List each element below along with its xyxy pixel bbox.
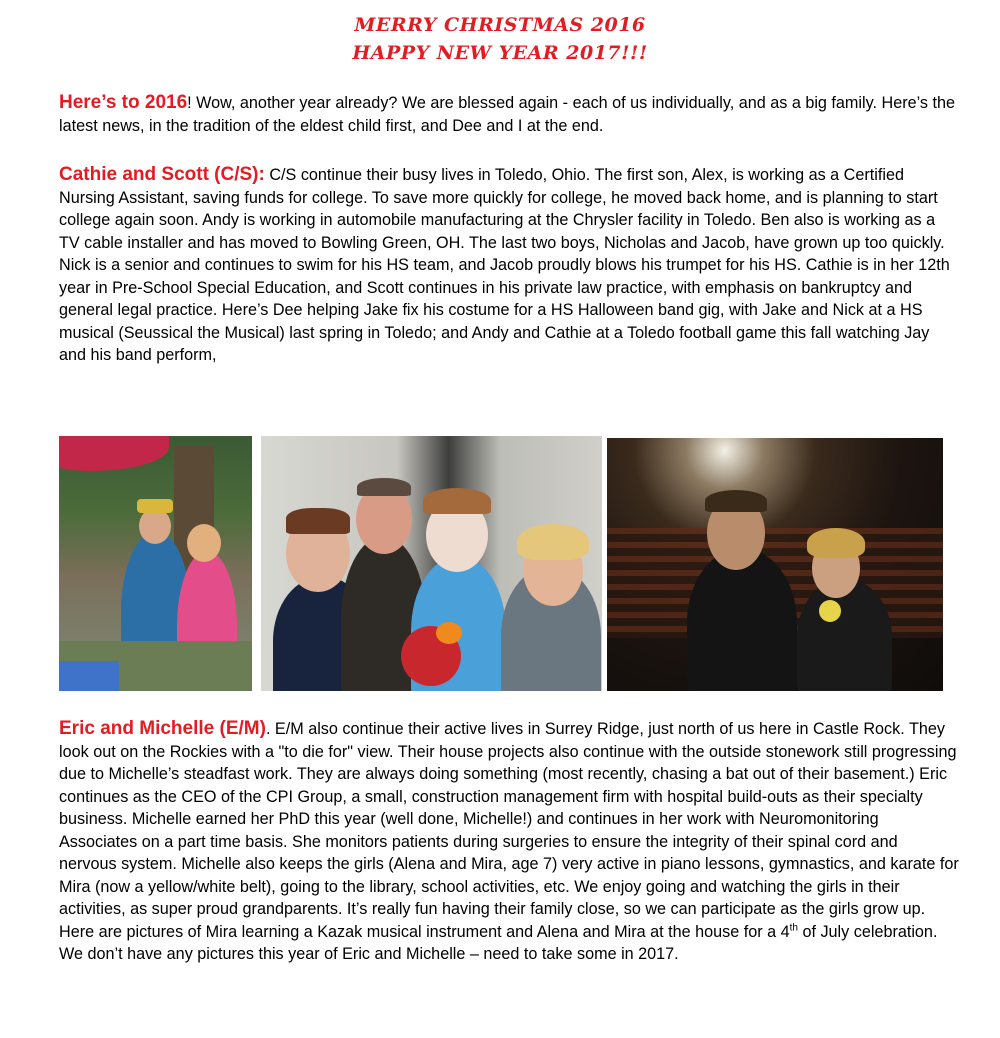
eric-michelle-heading: Eric and Michelle (E/M) — [59, 718, 266, 739]
title-line-2: HAPPY NEW YEAR 2017!!! — [352, 42, 648, 64]
ordinal-suffix: th — [789, 922, 798, 934]
cathie-scott-text: C/S continue their busy lives in Toledo, Ohio. The first son, Alex, is working as a Certified Nursing Assistant, saving funds for college. To save more quickly for college, he moved back home, and is planning to start college again soon. Andy is working in automobile manufacturing at the Chrysler facility in Toledo. Ben also is working as a TV cable installer and has moved to Bowling Green, OH. The last two boys, Nicholas and Jacob, have grown up too quickly. Nick is a senior and continues to swim for his HS team, and Jacob proudly blows his trumpet for his HS. Cathie is in her 12th year in Pre-School Special Education, and Scott continues in his private law practice, with emphasis on bankruptcy and general legal practice. Here’s Dee helping Jake fix his costume for a HS Halloween band gig, with Jake and Nick at a HS musical (Seussical the Musical) last spring in Toledo; and Andy and Cathie at a Toledo football game this fall watching Jay and his band perform, — [59, 166, 950, 364]
eric-michelle-text-end: of July celebration. We don’t have any pictures this year of Eric and Michelle – need to take some in 2017. — [59, 922, 938, 963]
photo-halloween-costume — [59, 436, 252, 691]
intro-text: ! Wow, another year already? We are blessed again - each of us individually, and as a big family. Here’s the latest news, in the tradition of the eldest child first, and Dee and I at the end. — [59, 94, 955, 135]
intro-paragraph — [59, 92, 959, 137]
cathie-scott-paragraph — [59, 164, 959, 367]
title-line-1: MERRY CHRISTMAS 2016 — [354, 14, 646, 36]
photo-hs-musical-group — [261, 436, 602, 691]
intro-heading: Here’s to 2016 — [59, 92, 188, 113]
photo-football-game — [607, 438, 943, 691]
eric-michelle-text: . E/M also continue their active lives in Surrey Ridge, just north of us here in Castle Rock. They look out on the Rockies with a "to die for" view. Their house projects also continue with the outside stonework still progressing due to Michelle’s steadfast work. They are always doing something (most recently, chasing a bat out of their basement.) Eric continues as the CEO of the CPI Group, a small, construction management firm with hospital build-outs as their specialty business. Michelle earned her PhD this year (well done, Michelle!) and continues in her work with Neuromonitoring Associates on a part time basis. She monitors patients during surgeries to ensure the integrity of their spinal cord and nervous system. Michelle also keeps the girls (Alena and Mira, age 7) very active in piano lessons, gymnastics, and karate for Mira (now a yellow/white belt), going to the library, school activities, etc. We enjoy going and watching the girls in their activities, as super proud grandparents. It’s really fun having their family close, so we can participate as the girls grow up. Here are pictures of Mira learning a Kazak musical instrument and Alena and Mira at the house for a 4 — [59, 720, 959, 941]
eric-michelle-paragraph — [59, 718, 959, 966]
cathie-scott-heading: Cathie and Scott (C/S): — [59, 164, 265, 185]
